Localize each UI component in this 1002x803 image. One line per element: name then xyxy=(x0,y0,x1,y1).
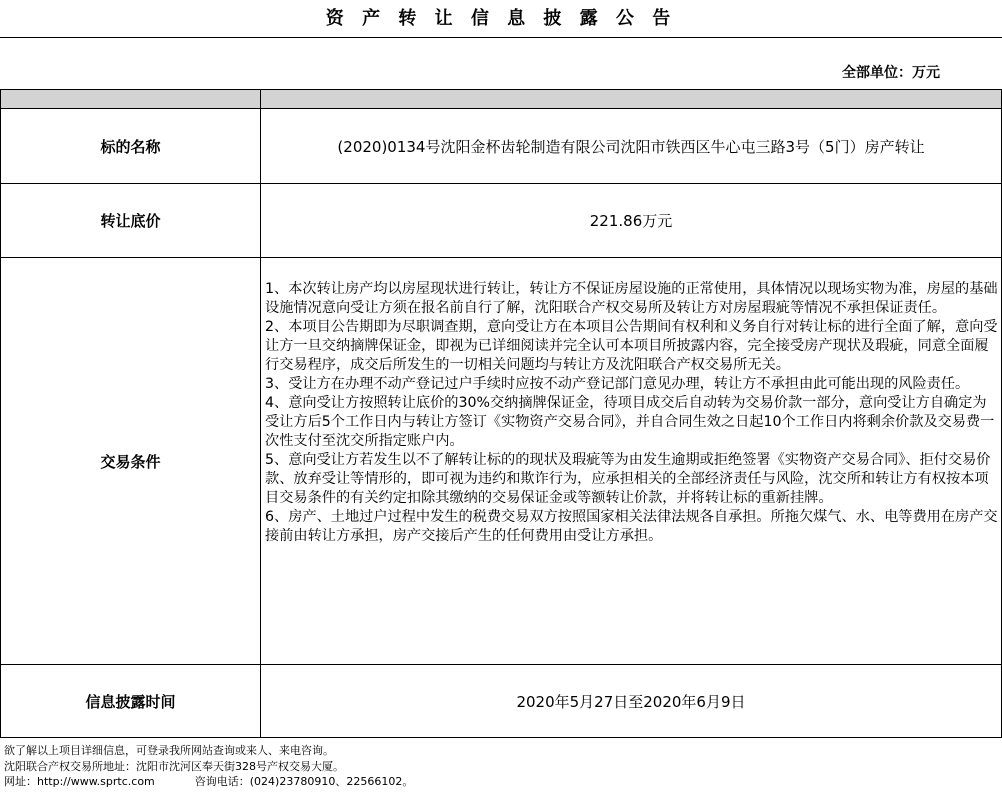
footer-phone: 咨询电话：(024)23780910、22566102。 xyxy=(194,775,414,788)
table-border-bottom xyxy=(0,737,1002,738)
condition-item-6: 6、房产、土地过户过程中发生的税费交易双方按照国家相关法律法规各自承担。所拖欠煤气、水、电等费用在房产交接前由转让方承担，房产交接后产生的任何费用由受让方承担。 xyxy=(265,509,998,544)
condition-item-2: 2、本项目公告期即为尽职调查期，意向受让方在本项目公告期间有权利和义务自行对转让标的进行全面了解，意向受让方一旦交纳摘牌保证金，即视为已详细阅读并完全认可本项目所披露内容，完全接受房产现状及瑕疵，同意全面履行交易程序，成交后所发生的一切相关问题均与转让方及沈阳联合产权交易所无关。 xyxy=(265,319,998,373)
row-label-conditions: 交易条件 xyxy=(100,452,161,471)
row-label-name: 标的名称 xyxy=(100,137,161,156)
page-title: 资 产 转 让 信 息 披 露 公 告 xyxy=(0,0,1002,38)
unit-label: 全部单位：万元 xyxy=(842,65,940,81)
footer-website[interactable]: 网址：http://www.sprtc.com xyxy=(4,775,155,788)
row-value-time: 2020年5月27日至2020年6月9日 xyxy=(516,692,746,711)
row-value-name: (2020)0134号沈阳金杯齿轮制造有限公司沈阳市铁西区牛心屯三路3号（5门）房产转让 xyxy=(337,137,925,156)
footer xyxy=(4,743,994,790)
table-header-bar xyxy=(0,89,1002,108)
condition-item-1: 1、本次转让房产均以房屋现状进行转让，转让方不保证房屋设施的正常使用，具体情况以现场实物为准，房屋的基础设施情况意向受让方须在报名前自行了解，沈阳联合产权交易所及转让方对房屋瑕疵等情况不承担保证责任。 xyxy=(265,281,998,316)
footer-line-address: 沈阳联合产权交易所地址：沈阳市沈河区奉天街328号产权交易大厦。 xyxy=(4,759,344,773)
footer-line-contact xyxy=(4,774,994,790)
condition-item-3: 3、受让方在办理不动产登记过户手续时应按不动产登记部门意见办理，转让方不承担由此可能出现的风险责任。 xyxy=(265,376,970,392)
row-label-time: 信息披露时间 xyxy=(85,692,176,711)
row-value-price: 221.86万元 xyxy=(589,212,673,230)
footer-line-inquiry: 欲了解以上项目详细信息，可登录我所网站查询或来人、来电咨询。 xyxy=(4,744,334,757)
condition-item-4: 4、意向受让方按照转让底价的30%交纳摘牌保证金，待项目成交后自动转为交易价款一部分，意向受让方自确定为受让方后5个工作日内与转让方签订《实物资产交易合同》，并自合同生效之日起10个工作日内将剩余价款及交易费一次性支付至沈交所指定账户内。 xyxy=(265,395,995,449)
table-border-top xyxy=(0,89,1002,90)
condition-item-5: 5、意向受让方若发生以不了解转让标的的现状及瑕疵等为由发生逾期或拒绝签署《实物资产交易合同》、拒付交易价款、放弃受让等情形的，即可视为违约和欺诈行为，应承担相关的全部经济责任与风险，沈交所和转让方有权按本项目交易条件的有关约定扣除其缴纳的交易保证金或等额转让价款，并将转让标的重新挂牌。 xyxy=(265,452,991,506)
row-value-conditions xyxy=(265,280,998,546)
row-label-price: 转让底价 xyxy=(100,212,161,230)
